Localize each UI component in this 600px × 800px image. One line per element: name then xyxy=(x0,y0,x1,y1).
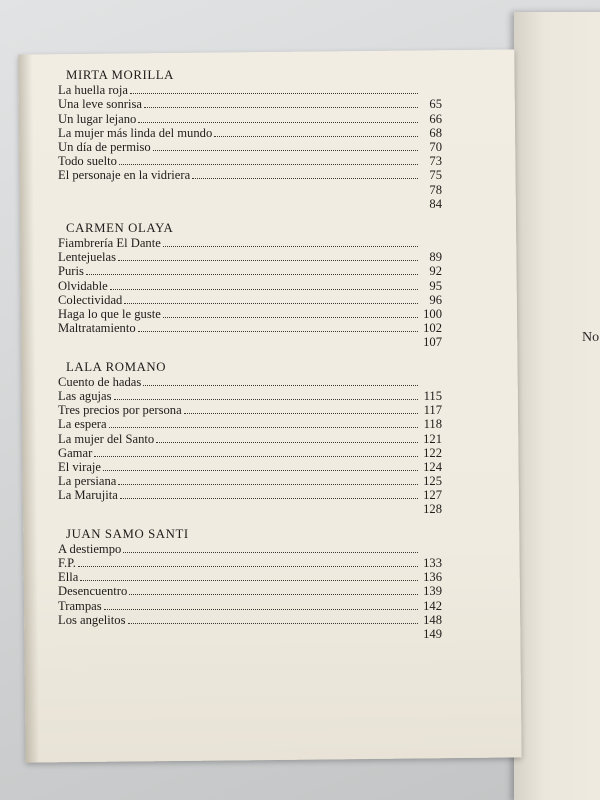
toc-entry xyxy=(58,446,442,460)
page-number: 148 xyxy=(423,612,442,627)
toc-section xyxy=(58,360,442,517)
page-number: 124 xyxy=(423,459,442,474)
right-page-text-fragment: No xyxy=(582,330,600,345)
page-number: 66 xyxy=(429,111,442,126)
page-number: 127 xyxy=(423,488,442,503)
dot-leader xyxy=(143,385,418,386)
dot-leader xyxy=(80,580,418,581)
entry-title: Tres precios por persona xyxy=(58,403,182,418)
page-number: 139 xyxy=(423,584,442,599)
dot-leader xyxy=(129,594,418,595)
page-number: 122 xyxy=(423,445,442,460)
entry-title: Gamar xyxy=(58,445,93,460)
entry-title: Ella xyxy=(58,570,79,585)
entry-title: Desencuentro xyxy=(58,584,128,599)
dot-leader xyxy=(110,289,418,290)
toc-entry xyxy=(58,307,442,321)
dot-leader xyxy=(103,470,418,471)
page-number: 117 xyxy=(423,403,442,418)
page-number: 95 xyxy=(429,278,442,293)
toc-entry xyxy=(58,570,442,584)
toc-entry xyxy=(58,250,442,264)
entry-title: Los angelitos xyxy=(58,612,126,627)
page-number: 118 xyxy=(423,417,442,432)
entry-title: La espera xyxy=(58,417,107,432)
dot-leader xyxy=(153,150,418,151)
page-number: 128 xyxy=(423,502,442,517)
page-number: 96 xyxy=(429,292,442,307)
table-of-contents xyxy=(58,68,442,651)
page-number: 107 xyxy=(423,335,442,350)
entry-title: La huella roja xyxy=(58,83,128,98)
page-number: 75 xyxy=(429,168,442,183)
toc-entry xyxy=(58,83,442,97)
entry-title: La persiana xyxy=(58,474,117,489)
toc-entry xyxy=(58,474,442,488)
page-number: 73 xyxy=(429,154,442,169)
entry-title: Un lugar lejano xyxy=(58,111,137,126)
right-page xyxy=(514,12,600,800)
entry-title: La mujer más linda del mundo xyxy=(58,125,213,140)
entry-title: Puris xyxy=(58,264,84,279)
dot-leader xyxy=(163,246,418,247)
toc-entry xyxy=(58,417,442,431)
toc-entry xyxy=(58,627,442,641)
toc-entry xyxy=(58,389,442,403)
author-heading: JUAN SAMO SANTI xyxy=(66,526,189,541)
toc-entry xyxy=(58,542,442,556)
toc-entry xyxy=(58,140,442,154)
toc-entry xyxy=(58,183,442,197)
page-number: 136 xyxy=(423,570,442,585)
dot-leader xyxy=(128,623,418,624)
entry-title: Todo suelto xyxy=(58,154,117,169)
toc-entry xyxy=(58,264,442,278)
page-number: 65 xyxy=(429,97,442,112)
dot-leader xyxy=(94,456,418,457)
toc-entry xyxy=(58,97,442,111)
toc-entry xyxy=(58,375,442,389)
entry-title: Una leve sonrisa xyxy=(58,97,142,112)
entry-title: El viraje xyxy=(58,459,102,474)
entry-title: La mujer del Santo xyxy=(58,431,155,446)
toc-entry xyxy=(58,279,442,293)
author-heading: CARMEN OLAYA xyxy=(66,220,174,235)
entry-title: La Marujita xyxy=(58,488,118,503)
page-number: 84 xyxy=(429,196,442,211)
page-number: 133 xyxy=(423,556,442,571)
toc-entry xyxy=(58,502,442,516)
dot-leader xyxy=(78,566,418,567)
entry-title: Fiambrería El Dante xyxy=(58,236,161,251)
toc-entry xyxy=(58,335,442,349)
entry-title: Haga lo que le guste xyxy=(58,307,161,322)
dot-leader xyxy=(214,136,418,137)
dot-leader xyxy=(118,484,418,485)
author-heading: MIRTA MORILLA xyxy=(66,68,175,82)
toc-entry xyxy=(58,613,442,627)
page-number: 92 xyxy=(429,264,442,279)
entry-title: F.P. xyxy=(58,556,76,571)
dot-leader xyxy=(119,164,418,165)
page-number: 78 xyxy=(429,182,442,197)
toc-entry xyxy=(58,126,442,140)
dot-leader xyxy=(124,303,418,304)
dot-leader xyxy=(184,413,418,414)
dot-leader xyxy=(120,498,418,499)
page-number: 89 xyxy=(429,250,442,265)
entry-title: Las agujas xyxy=(58,388,112,403)
page-number: 100 xyxy=(423,307,442,322)
page-number: 125 xyxy=(423,474,442,489)
dot-leader xyxy=(130,93,418,94)
toc-entry xyxy=(58,236,442,250)
page-number: 115 xyxy=(423,388,442,403)
toc-entry xyxy=(58,460,442,474)
dot-leader xyxy=(109,427,418,428)
author-heading: LALA ROMANO xyxy=(66,359,167,374)
toc-section xyxy=(58,527,442,642)
entry-title: Colectividad xyxy=(58,292,123,307)
dot-leader xyxy=(104,609,418,610)
dot-leader xyxy=(86,274,418,275)
dot-leader xyxy=(118,260,418,261)
entry-title: Trampas xyxy=(58,598,102,613)
entry-title: Un día de permiso xyxy=(58,139,151,154)
dot-leader xyxy=(156,442,418,443)
toc-entry xyxy=(58,584,442,598)
page-number: 149 xyxy=(423,627,442,641)
toc-entry xyxy=(58,556,442,570)
dot-leader xyxy=(192,178,418,179)
toc-entry xyxy=(58,154,442,168)
page-number: 70 xyxy=(429,139,442,154)
dot-leader xyxy=(138,122,418,123)
entry-title: Olvidable xyxy=(58,278,108,293)
dot-leader xyxy=(138,331,418,332)
entry-title: A destiempo xyxy=(58,541,122,556)
page-number: 121 xyxy=(423,431,442,446)
toc-entry xyxy=(58,197,442,211)
toc-entry xyxy=(58,112,442,126)
page-number: 142 xyxy=(423,598,442,613)
toc-entry xyxy=(58,403,442,417)
dot-leader xyxy=(114,399,418,400)
toc-entry xyxy=(58,168,442,182)
entry-title: Lentejuelas xyxy=(58,250,117,265)
dot-leader xyxy=(144,107,418,108)
toc-entry xyxy=(58,321,442,335)
entry-title: Cuento de hadas xyxy=(58,374,142,389)
toc-entry xyxy=(58,599,442,613)
page-number: 102 xyxy=(423,321,442,336)
toc-entry xyxy=(58,293,442,307)
page-number: 68 xyxy=(429,125,442,140)
toc-entry xyxy=(58,432,442,446)
dot-leader xyxy=(163,317,418,318)
entry-title: Maltratamiento xyxy=(58,321,136,336)
entry-title: El personaje en la vidriera xyxy=(58,168,191,183)
toc-entry xyxy=(58,488,442,502)
toc-section xyxy=(58,68,442,211)
toc-section xyxy=(58,221,442,350)
dot-leader xyxy=(123,552,418,553)
